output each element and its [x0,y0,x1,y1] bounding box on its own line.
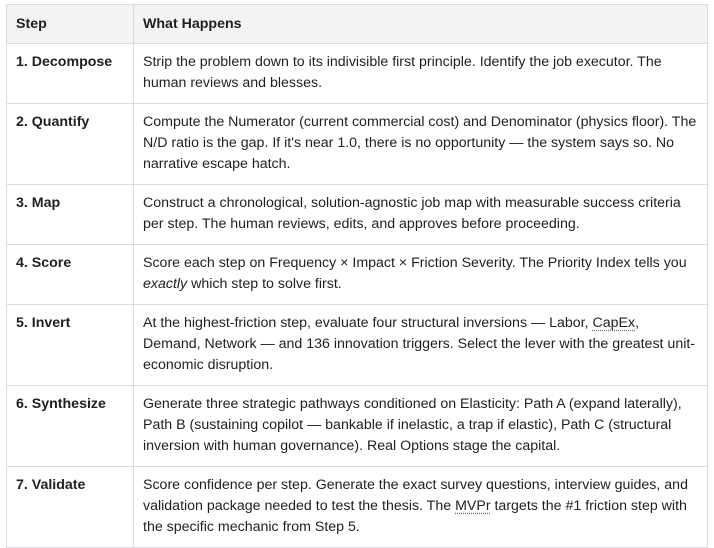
header-step: Step [7,5,134,44]
description-cell [134,305,708,386]
step-cell: 6. Synthesize [7,386,134,467]
step-cell: 2. Quantify [7,104,134,185]
description-text: At the highest-friction step, evaluate four structural inversions — Labor, [143,315,593,331]
step-cell: 1. Decompose [7,44,134,104]
step-cell: 7. Validate [7,467,134,548]
description-cell [134,467,708,548]
description-text: Score each step on Frequency × Impact × Friction Severity. The Priority Index tells you [143,255,687,271]
annotated-term[interactable]: CapEx [592,315,636,331]
annotated-term[interactable]: MVPr [455,498,491,514]
description-cell: Generate three strategic pathways conditioned on Elasticity: Path A (expand laterally), Path B (sustaining copilot — bankable if inelastic, a trap if elastic), Path C (structural inversion with human governance). Real Options stage the capital. [134,386,708,467]
description-text: , Demand, Network — and 136 innovation triggers. Select the lever with the greatest unit-economic disruption. [143,315,696,373]
description-text: targets the #1 friction step with the specific mechanic from Step 5. [143,498,687,535]
table-row [7,185,708,245]
table-row [7,305,708,386]
table-row [7,386,708,467]
table-row [7,245,708,305]
step-cell: 5. Invert [7,305,134,386]
description-text: Score confidence per step. Generate the exact survey questions, interview guides, and validation package needed to test the thesis. The [143,477,688,514]
process-steps-table [6,4,708,548]
step-cell: 3. Map [7,185,134,245]
step-cell: 4. Score [7,245,134,305]
process-table-container [6,4,707,548]
table-header-row [7,5,708,44]
description-cell [134,245,708,305]
table-row [7,104,708,185]
table-row [7,44,708,104]
header-what-happens: What Happens [134,5,708,44]
description-cell: Compute the Numerator (current commercial cost) and Denominator (physics floor). The N/D ratio is the gap. If it's near 1.0, there is no opportunity — the system says so. No narrative escape hatch. [134,104,708,185]
description-cell: Construct a chronological, solution-agnostic job map with measurable success criteria per step. The human reviews, edits, and approves before proceeding. [134,185,708,245]
emphasis-text: exactly [143,276,188,292]
description-cell: Strip the problem down to its indivisible first principle. Identify the job executor. The human reviews and blesses. [134,44,708,104]
table-row [7,467,708,548]
description-text: which step to solve first. [187,276,342,292]
